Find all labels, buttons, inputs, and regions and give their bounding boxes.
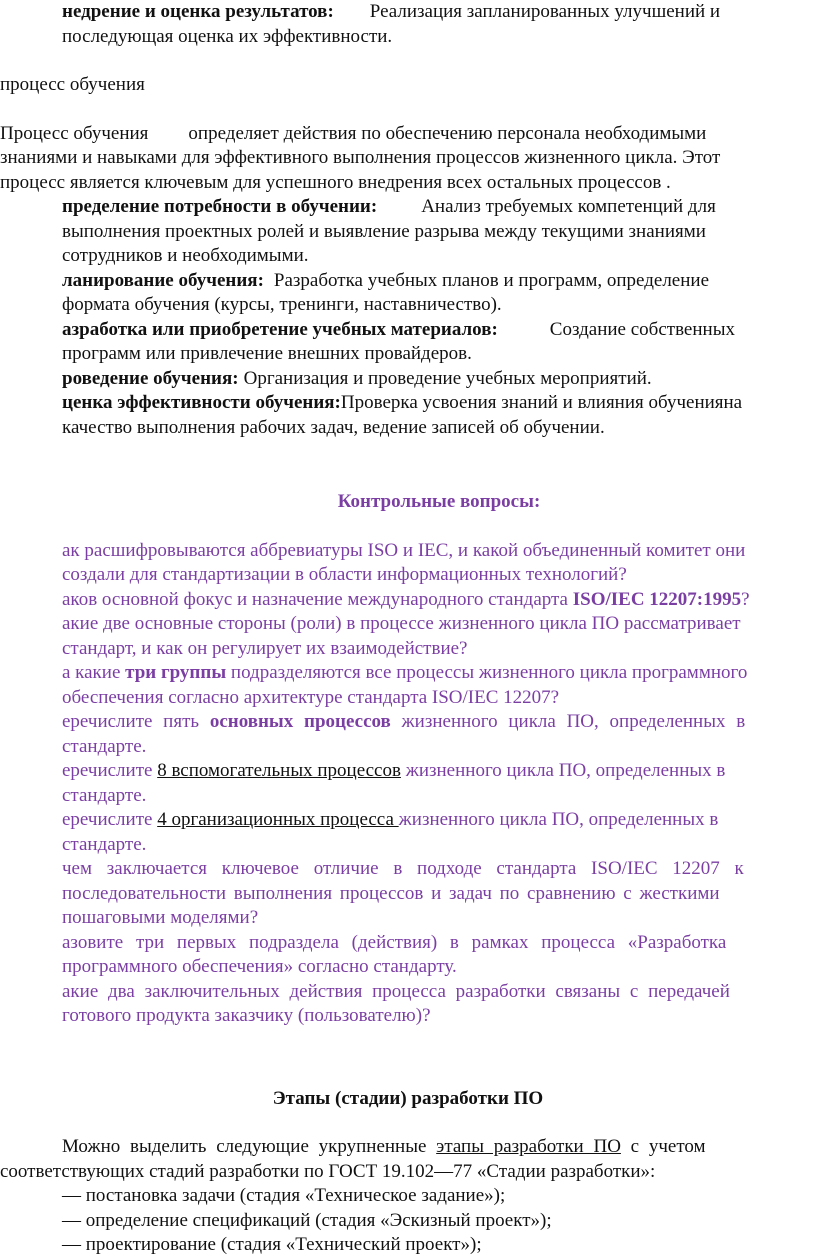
question-6-rest: жизненного цикла ПО, определенных в xyxy=(400,760,726,781)
question-4-line1 xyxy=(0,661,816,686)
question-7-line2: стандарте. xyxy=(62,833,147,855)
training-item-3-term: азработка или приобретение учебных материалов: xyxy=(62,318,498,340)
question-7-rest: жизненного цикла ПО, определенных в xyxy=(398,809,719,830)
training-intro-line2: знаниями и навыками для эффективного выполнения процессов жизненного цикла. Этот xyxy=(0,147,721,168)
question-2-end: ? xyxy=(741,588,750,610)
question-7-text: еречислите xyxy=(62,809,158,830)
stage-item-2: — определение спецификаций (стадия «Эскизный проект»); xyxy=(62,1209,552,1231)
question-4-line2: обеспечения согласно архитектуре стандарта ISO/IEC 12207? xyxy=(62,686,560,708)
training-item-1-line1 xyxy=(0,195,816,220)
question-2 xyxy=(0,588,816,613)
stages-heading: Этапы (стадии) разработки ПО xyxy=(272,1087,544,1109)
question-7-underlined: 4 организационных процесса xyxy=(157,809,399,830)
training-item-3-line1 xyxy=(0,318,816,343)
question-5-line1 xyxy=(0,710,816,735)
training-item-5-text: Проверка усвоения знаний и влияния обучениянa xyxy=(340,392,743,413)
training-heading: процесс обучения xyxy=(0,74,145,95)
question-2-bold: ISO/IEC 12207:1995 xyxy=(572,588,742,610)
question-7-line1 xyxy=(0,808,816,833)
training-item-2-line2: формата обучения (курсы, тренинги, наставничество). xyxy=(62,294,502,315)
training-item-5-term: ценка эффективности обучения: xyxy=(62,392,341,413)
questions-list xyxy=(0,539,816,1029)
training-item-5-line1 xyxy=(0,391,816,416)
training-item-1-text: Анализ требуемых компетенций для xyxy=(421,196,716,217)
question-8-line2: последовательности выполнения процессов и задач по сравнению с жесткими xyxy=(62,882,720,904)
question-6-underlined: 8 вспомогательных процессов xyxy=(157,760,401,781)
question-8-line1: чем заключается ключевое отличие в подходе стандарта ISO/IEC 12207 к xyxy=(62,858,744,879)
question-5-line2: стандарте. xyxy=(62,735,147,757)
training-intro-text: определяет действия по обеспечению персонала необходимыми xyxy=(188,122,707,144)
question-10-line2: готового продукта заказчику (пользователю)? xyxy=(62,1005,431,1026)
stage-item-1: — постановка задачи (стадия «Техническое задание»); xyxy=(62,1185,506,1206)
impl-item-text: Реализация запланированных улучшений и xyxy=(369,1,721,22)
training-item-2-text: Разработка учебных планов и программ, определение xyxy=(273,269,710,291)
question-6-text: еречислите xyxy=(62,760,158,781)
training-item-5-line2: качество выполнения рабочих задач, ведение записей об обучении. xyxy=(62,416,605,438)
questions-heading: Контрольные вопросы: xyxy=(337,491,541,512)
question-3-line2: стандарт, и как он регулирует их взаимодействие? xyxy=(62,637,468,659)
question-4-rest: подразделяются все процессы жизненного цикла программного xyxy=(226,662,748,683)
training-intro-line1 xyxy=(0,122,816,147)
question-8-line3: пошаговыми моделями? xyxy=(62,907,259,928)
question-5-text: еречислите пять xyxy=(62,711,210,732)
training-item-3-text: Создание собственных xyxy=(549,318,735,340)
training-intro-line3: процесс является ключевым для успешного внедрения всех остальных процессов . xyxy=(0,171,671,193)
question-5-rest: жизненного цикла ПО, определенных в xyxy=(390,711,746,732)
training-item-1-line2: выполнения проектных ролей и выявление разрыва между текущими знаниями xyxy=(62,220,706,242)
question-6-line1 xyxy=(0,759,816,784)
training-item-4-text: Организация и проведение учебных мероприятий. xyxy=(243,367,652,389)
impl-item-line2: последующая оценка их эффективности. xyxy=(62,25,393,47)
question-4-text: а какие xyxy=(62,662,126,683)
question-3-line1: акие две основные стороны (роли) в процессе жизненного цикла ПО рассматривает xyxy=(62,613,741,634)
impl-item-line1 xyxy=(0,0,816,25)
training-item-2-line1 xyxy=(0,269,816,294)
training-item-2-term: ланирование обучения: xyxy=(62,269,264,291)
stages-intro-underlined: этапы разработки ПО xyxy=(436,1136,621,1157)
training-item-1-line3: сотрудников и необходимыми. xyxy=(62,245,309,266)
question-10-line1: акие два заключительных действия процесса разработки связаны с передачей xyxy=(62,980,730,1002)
question-4-bold: три группы xyxy=(125,662,227,683)
training-item-4-term: роведение обучения: xyxy=(62,367,239,389)
question-9-line2: программного обеспечения» согласно стандарту. xyxy=(62,956,457,977)
question-2-text: аков основной фокус и назначение международного стандарта xyxy=(62,588,573,610)
question-6-line2: стандарте. xyxy=(62,784,147,806)
question-5-bold: основных процессов xyxy=(209,711,391,732)
stages-intro-text: Можно выделить следующие укрупненные xyxy=(62,1136,437,1157)
question-1-line2: создали для стандартизации в области информационных технологий? xyxy=(62,564,627,585)
training-item-1-term: пределение потребности в обучении: xyxy=(62,196,378,217)
impl-item-term: недрение и оценка результатов: xyxy=(62,1,334,22)
question-9-line1: азовите три первых подраздела (действия) в рамках процесса «Разработка xyxy=(62,931,727,953)
training-item-4-line1 xyxy=(0,367,816,392)
stages-intro-line1 xyxy=(0,1135,816,1160)
training-item-3-line2: программ или привлечение внешних провайдеров. xyxy=(62,343,472,364)
training-intro-term: Процесс обучения xyxy=(0,122,149,144)
stages-intro-line2: соответствующих стадий разработки по ГОСТ 19.102—77 «Стадии разработки»: xyxy=(0,1160,656,1182)
stage-item-3: — проектирование (стадия «Технический проект»); xyxy=(62,1234,482,1255)
stages-intro-rest: с учетом xyxy=(620,1136,706,1157)
question-1-line1: ак расшифровываются аббревиатуры ISO и IEC, и какой объединенный комитет они xyxy=(62,539,746,561)
